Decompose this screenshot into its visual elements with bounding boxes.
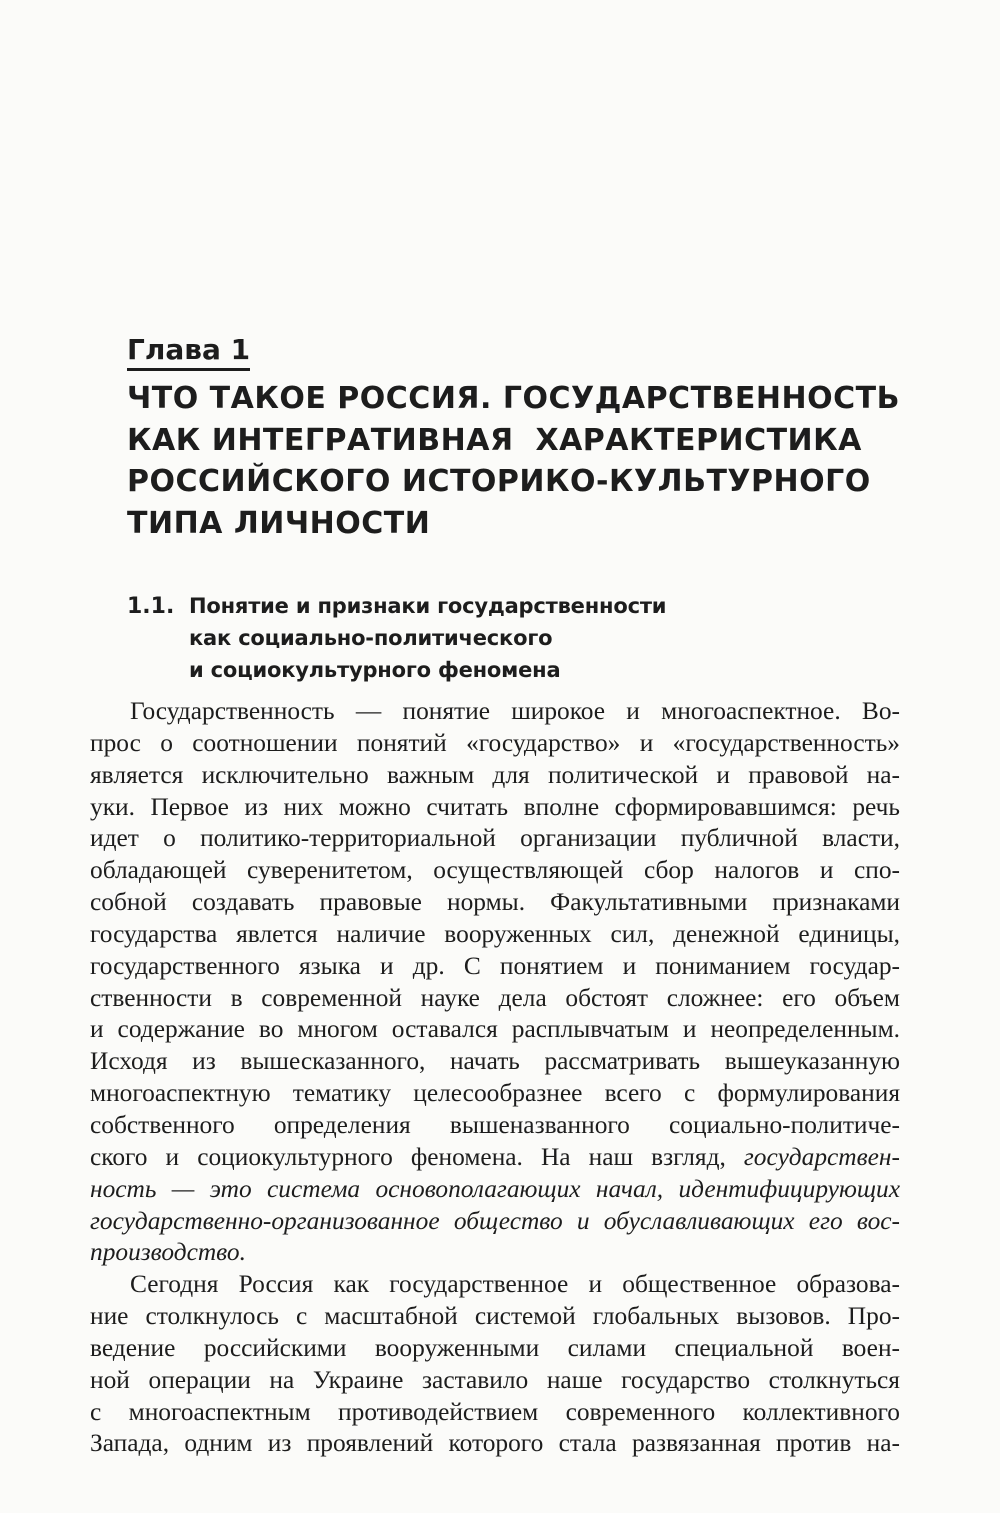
chapter-title-line: ЧТО ТАКОЕ РОССИЯ. ГОСУДАРСТВЕННОСТЬ <box>127 381 900 416</box>
text-line: собственного определения вышеназванного социально-политиче- <box>90 1110 900 1139</box>
italic-text-line: производство. <box>90 1238 246 1267</box>
text-line: Запада, одним из проявлений которого стала развязанная против на- <box>90 1429 900 1458</box>
italic-text-line: государственно-организованное общество и обуславливающих его вос- <box>90 1206 900 1235</box>
chapter-title-line: ТИПА ЛИЧНОСТИ <box>127 505 431 541</box>
text-run: ского и социокультурного феномена. На наш взгляд, <box>90 1142 726 1171</box>
text-line: государственного языка и др. С понятием и пониманием государ- <box>90 951 900 980</box>
text-line: ведение российскими вооруженными силами специальной воен- <box>90 1333 900 1362</box>
text-line: является исключительно важным для политической и правовой на- <box>90 760 900 789</box>
text-line: ной операции на Украине заставило наше государство столкнуться <box>90 1365 900 1394</box>
chapter-label: Глава 1 <box>127 332 250 371</box>
text-line: государства явлется наличие вооруженных сил, денежной единицы, <box>90 919 900 948</box>
section-title-line: Понятие и признаки государственности <box>189 594 667 618</box>
text-line: идет о политико-территориальной организации публичной власти, <box>90 824 900 853</box>
italic-run: государствен- <box>743 1142 900 1171</box>
section-title-line: и социокультурного феномена <box>189 658 561 682</box>
text-line: ственности в современной науке дела обстоят сложнее: его объем <box>90 983 900 1012</box>
chapter-title-line: КАК ИНТЕГРАТИВНАЯ ХАРАКТЕРИСТИКА <box>127 422 862 458</box>
italic-text-line: ность — это система основополагающих начал, идентифицирующих <box>90 1174 900 1203</box>
text-line: и содержание во многом оставался расплывчатым и неопределенным. <box>90 1015 900 1044</box>
section-title-line: как социально-политического <box>189 626 553 650</box>
chapter-title-line: РОССИЙСКОГО ИСТОРИКО-КУЛЬТУРНОГО <box>127 464 871 499</box>
text-line-mixed <box>90 1142 900 1174</box>
section-title <box>189 590 789 686</box>
text-line: с многоаспектным противодействием современного коллективного <box>90 1397 900 1426</box>
text-line: прос о соотношении понятий «государство» и «государственность» <box>90 728 900 757</box>
text-line: многоаспектную тематику целесообразнее всего с формулирования <box>90 1079 900 1108</box>
chapter-title <box>127 378 900 544</box>
text-line: собной создавать правовые нормы. Факультативными признаками <box>90 888 900 917</box>
text-line: ние столкнулось с масштабной системой глобальных вызовов. Про- <box>90 1302 900 1331</box>
text-line: Государственность — понятие широкое и многоаспектное. Во- <box>130 697 900 725</box>
text-line: обладающей суверенитетом, осуществляющей сбор налогов и спо- <box>90 856 900 885</box>
text-line: уки. Первое из них можно считать вполне сформировавшимся: речь <box>90 792 900 821</box>
section-number: 1.1. <box>127 594 175 619</box>
body-text <box>90 696 900 1460</box>
text-line: Сегодня Россия как государственное и общественное образова- <box>130 1270 900 1299</box>
text-line: Исходя из вышесказанного, начать рассматривать вышеуказанную <box>90 1047 900 1076</box>
